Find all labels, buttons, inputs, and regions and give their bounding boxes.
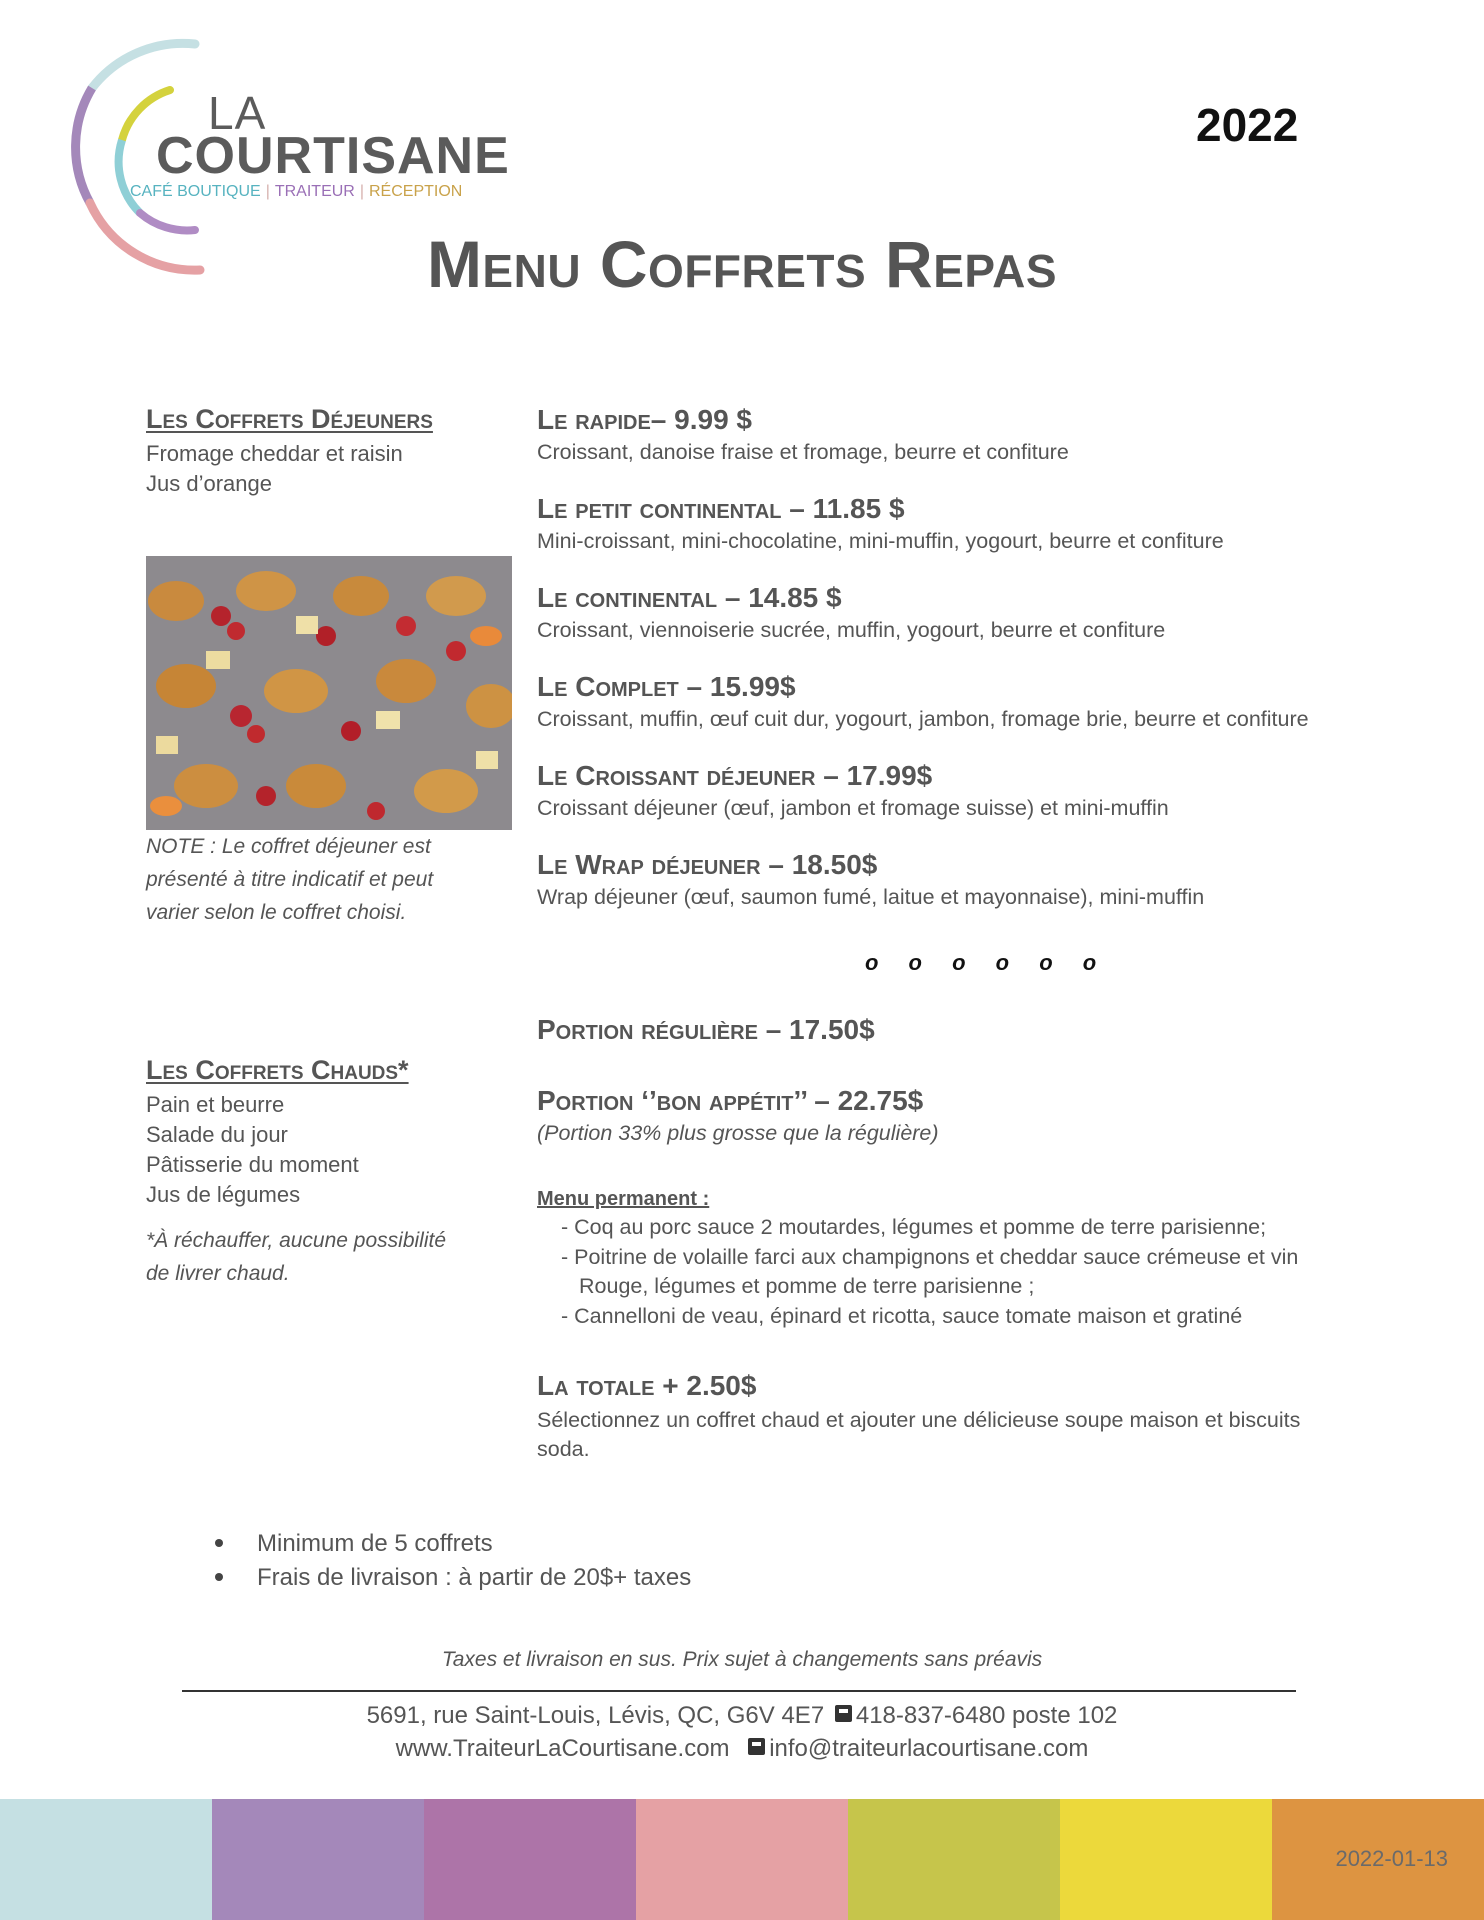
divider (182, 1690, 1296, 1692)
dejeuners-note (146, 830, 433, 929)
permanent-line: Rouge, légumes et pomme de terre parisienne ; (579, 1274, 1035, 1298)
dejeuners-note-line: présenté à titre indicatif et peut (146, 868, 434, 891)
menu-item (537, 849, 1204, 910)
menu-item-title: Le Croissant déjeuner – 17.99$ (537, 760, 933, 791)
menu-item-desc: Croissant, danoise fraise et fromage, beurre et confiture (537, 440, 1069, 464)
logo-la: LA (208, 87, 267, 139)
menu-item-desc: Croissant déjeuner (œuf, jambon et fromage suisse) et mini-muffin (537, 796, 1169, 820)
chauds-line: Jus de légumes (146, 1182, 301, 1207)
menu-item-title: Le Complet – 15.99$ (537, 671, 796, 702)
chauds-line: Pâtisserie du moment (146, 1152, 359, 1177)
menu-item-desc: Croissant, viennoiserie sucrée, muffin, yogourt, beurre et confiture (537, 618, 1166, 642)
permanent-menu (537, 1188, 1298, 1331)
menu-item-desc: Croissant, muffin, œuf cuit dur, yogourt, jambon, fromage brie, beurre et confiture (537, 707, 1309, 731)
menu-item-title: Le continental – 14.85 $ (537, 582, 842, 613)
color-swatch (636, 1799, 848, 1920)
portion-reguliere-title: Portion régulière – 17.50$ (537, 1014, 875, 1045)
permanent-line: - Poitrine de volaille farci aux champignons et cheddar sauce crémeuse et vin (561, 1244, 1299, 1269)
website-link[interactable]: www.TraiteurLaCourtisane.com (395, 1735, 730, 1762)
year: 2022 (1196, 99, 1299, 151)
bullet-text: Minimum de 5 coffrets (257, 1530, 493, 1557)
la-totale-desc: soda. (537, 1437, 590, 1461)
logo-separator: | (265, 183, 270, 200)
bullet-item (215, 1530, 493, 1558)
bullet-text: Frais de livraison : à partir de 20$+ taxes (257, 1564, 692, 1591)
logo-separator: | (359, 183, 364, 200)
dejeuners-heading: Les Coffrets Déjeuners (146, 404, 433, 434)
dejeuners-note-line: varier selon le coffret choisi. (146, 901, 407, 924)
la-totale-desc: Sélectionnez un coffret chaud et ajouter une délicieuse soupe maison et biscuits (537, 1408, 1301, 1432)
bullet-icon (215, 1539, 223, 1547)
email-icon (748, 1738, 765, 1755)
taxes-note: Taxes et livraison en sus. Prix sujet à changements sans préavis (441, 1648, 1043, 1671)
color-swatch (848, 1799, 1060, 1920)
ornament-divider: o o o o o o (865, 950, 1109, 975)
chauds-line: Pain et beurre (146, 1092, 285, 1117)
menu-item-title: Le Wrap déjeuner – 18.50$ (537, 849, 878, 880)
portion-bon-appetit-title: Portion ‘’bon appétit’’ – 22.75$ (537, 1085, 924, 1116)
color-swatch (1060, 1799, 1272, 1920)
logo-tag-cafe: CAFÉ BOUTIQUE (130, 183, 261, 200)
bullet-item (215, 1564, 691, 1592)
logo-tag-traiteur: TRAITEUR (274, 183, 355, 200)
la-totale (537, 1370, 1300, 1464)
phone-icon (835, 1705, 852, 1722)
menu-item (537, 582, 1165, 643)
chauds-section (146, 1055, 446, 1290)
dejeuners-note-line: NOTE : Le coffret déjeuner est (146, 835, 431, 858)
breakfast-photo-icon (146, 556, 512, 830)
la-totale-title: La totale + 2.50$ (537, 1370, 757, 1401)
permanent-title: Menu permanent : (537, 1188, 710, 1210)
color-swatch (212, 1799, 424, 1920)
page-title: Menu Coffrets Repas (426, 227, 1058, 301)
menu-item (537, 671, 1309, 732)
logo-tagline (130, 183, 462, 201)
permanent-line: - Coq au porc sauce 2 moutardes, légumes et pomme de terre parisienne; (561, 1215, 1267, 1239)
dejeuners-line: Jus d’orange (146, 471, 272, 496)
portion-bon-appetit (537, 1085, 939, 1146)
contact-line-2 (0, 1735, 1484, 1763)
menu-item-desc: Mini-croissant, mini-chocolatine, mini-muffin, yogourt, beurre et confiture (537, 529, 1224, 553)
dejeuners-line: Fromage cheddar et raisin (146, 441, 403, 466)
color-swatch (424, 1799, 636, 1920)
chauds-note-line: de livrer chaud. (146, 1262, 290, 1285)
menu-item (537, 404, 1069, 465)
portion-bon-appetit-note: (Portion 33% plus grosse que la régulière) (537, 1121, 939, 1145)
logo-tag-reception: RÉCEPTION (369, 183, 463, 200)
bullet-icon (215, 1573, 223, 1581)
menu-item (537, 493, 1224, 554)
phone[interactable]: 418-837-6480 poste 102 (855, 1702, 1118, 1729)
chauds-note-line: *À réchauffer, aucune possibilité (146, 1229, 447, 1252)
color-swatch (0, 1799, 212, 1920)
breakfast-boxes-photo (146, 556, 512, 830)
menu-item (537, 760, 1169, 821)
portion-reguliere (537, 1014, 875, 1046)
dejeuners-section (146, 404, 433, 499)
email-link[interactable]: info@traiteurlacourtisane.com (769, 1735, 1089, 1762)
footer-color-bar (0, 1799, 1484, 1920)
menu-item-title: Le petit continental – 11.85 $ (537, 493, 905, 524)
menu-item-title: Le rapide– 9.99 $ (537, 404, 752, 435)
contact-line-1 (0, 1702, 1484, 1730)
menu-item-desc: Wrap déjeuner (œuf, saumon fumé, laitue et mayonnaise), mini-muffin (537, 885, 1205, 909)
address: 5691, rue Saint-Louis, Lévis, QC, G6V 4E7 (366, 1702, 825, 1729)
permanent-line: - Cannelloni de veau, épinard et ricotta, sauce tomate maison et gratiné (561, 1303, 1243, 1328)
footer-date: 2022-01-13 (1335, 1846, 1448, 1871)
chauds-heading: Les Coffrets Chauds* (146, 1055, 409, 1085)
chauds-line: Salade du jour (146, 1122, 288, 1147)
logo-name: COURTISANE (156, 127, 510, 185)
